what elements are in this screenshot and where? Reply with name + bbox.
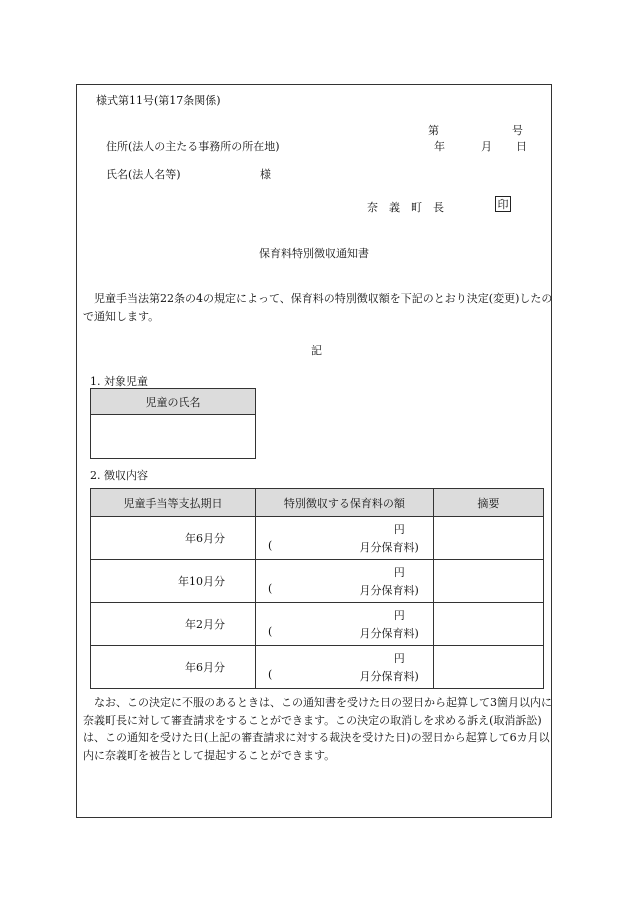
amount-cell — [256, 517, 434, 560]
sama-label: 様 — [260, 168, 271, 181]
note-cell — [433, 560, 543, 603]
table-row — [91, 603, 544, 646]
table-header-row — [91, 489, 544, 517]
section1-heading: 1. 対象児童 — [90, 375, 148, 388]
period-cell: 年10月分 — [91, 560, 256, 603]
period-cell: 年2月分 — [91, 603, 256, 646]
column-header-note: 摘要 — [433, 489, 543, 517]
paren-label: ( — [268, 668, 273, 681]
table-row — [91, 517, 544, 560]
name-label: 氏名(法人名等) — [106, 168, 181, 181]
yen-label: 円 — [393, 566, 405, 579]
fee-month-label: 月分保育料) — [359, 627, 419, 640]
amount-cell — [256, 603, 434, 646]
dai-label: 第 — [428, 124, 439, 137]
note-cell — [433, 646, 543, 689]
table-row — [91, 560, 544, 603]
month-label: 月 — [481, 140, 492, 153]
address-label: 住所(法人の主たる事務所の所在地) — [106, 140, 280, 153]
period-cell: 年6月分 — [91, 517, 256, 560]
yen-label: 円 — [393, 523, 405, 536]
go-label: 号 — [512, 124, 523, 137]
paren-label: ( — [268, 539, 273, 552]
child-name-header: 児童の氏名 — [91, 389, 256, 415]
year-label: 年 — [434, 140, 445, 153]
document-title: 保育料特別徴収通知書 — [259, 247, 369, 260]
form-number: 様式第11号(第17条関係) — [96, 94, 221, 107]
body-text: 児童手当法第22条の4の規定によって、保育料の特別徴収額を下記のとおり決定(変更)したので通知します。 — [83, 292, 553, 323]
paren-label: ( — [268, 582, 273, 595]
note-cell — [433, 603, 543, 646]
column-header-amount: 特別徴収する保育料の額 — [256, 489, 434, 517]
yen-label: 円 — [393, 609, 405, 622]
fee-month-label: 月分保育料) — [359, 670, 419, 683]
note-cell — [433, 517, 543, 560]
child-name-cell — [91, 415, 256, 459]
paren-label: ( — [268, 625, 273, 638]
column-header-date: 児童手当等支払期日 — [91, 489, 256, 517]
footer-text: なお、この決定に不服のあるときは、この通知書を受けた日の翌日から起算して3箇月以内に奈義町長に対して審査請求をすることができます。この決定の取消しを求める訴え(取消訴訟)は、この通知を受けた日(上記の審査請求に対する裁決を受けた日)の翌日から起算して6カ月以内に奈義町を被告として提起することができます。 — [83, 696, 552, 762]
child-table — [90, 388, 256, 459]
ki-label: 記 — [311, 344, 322, 357]
fee-month-label: 月分保育料) — [359, 541, 419, 554]
amount-cell — [256, 560, 434, 603]
period-cell: 年6月分 — [91, 646, 256, 689]
day-label: 日 — [516, 140, 527, 153]
amount-cell — [256, 646, 434, 689]
section2-heading: 2. 徴収内容 — [90, 469, 148, 482]
issuer: 奈 義 町 長 — [367, 201, 444, 214]
fee-month-label: 月分保育料) — [359, 584, 419, 597]
seal-stamp: 印 — [495, 196, 511, 212]
collection-table — [90, 488, 544, 689]
yen-label: 円 — [393, 652, 405, 665]
table-row — [91, 646, 544, 689]
